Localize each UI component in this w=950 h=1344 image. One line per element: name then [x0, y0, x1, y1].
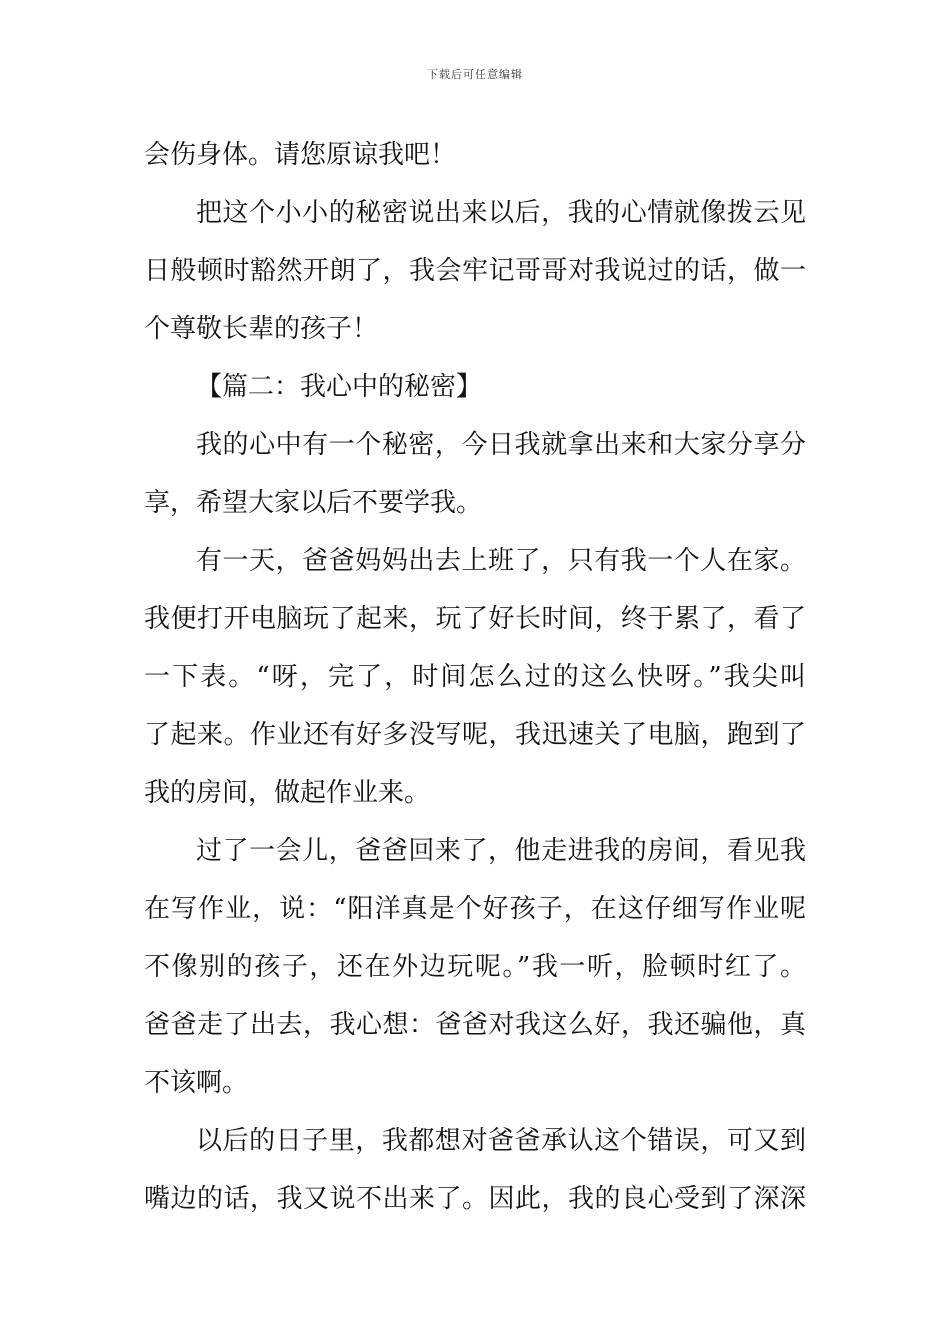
text-line: 过了一会儿，爸爸回来了，他走进我的房间，看见我	[196, 836, 806, 866]
text-line: 了起来。作业还有好多没写呢，我迅速关了电脑，跑到了	[144, 720, 806, 750]
text-line: 一下表。“呀，完了，时间怎么过的这么快呀。”我尖叫	[144, 662, 806, 692]
text-line: 日般顿时豁然开朗了，我会牢记哥哥对我说过的话，做一	[144, 256, 806, 286]
text-line: 不该啊。	[144, 1068, 249, 1098]
text-line: 享，希望大家以后不要学我。	[144, 488, 483, 518]
text-line: 个尊敬长辈的孩子！	[144, 314, 379, 344]
text-line: 以后的日子里，我都想对爸爸承认这个错误，可又到	[196, 1126, 806, 1156]
text-line: 在写作业，说：“阳洋真是个好孩子，在这仔细写作业呢	[144, 894, 806, 924]
text-line: 我便打开电脑玩了起来，玩了好长时间，终于累了，看了	[144, 604, 806, 634]
text-line: 有一天，爸爸妈妈出去上班了，只有我一个人在家。	[196, 546, 806, 576]
text-line: 我的心中有一个秘密，今日我就拿出来和大家分享分	[196, 430, 806, 460]
section-heading: 【篇二：我心中的秘密】	[196, 372, 483, 402]
document-body	[144, 126, 806, 1228]
text-line: 爸爸走了出去，我心想：爸爸对我这么好，我还骗他，真	[144, 1010, 806, 1040]
text-line: 我的房间，做起作业来。	[144, 778, 431, 808]
text-line: 会伤身体。请您原谅我吧！	[144, 140, 457, 170]
text-line: 把这个小小的秘密说出来以后，我的心情就像拨云见	[196, 198, 806, 228]
text-line: 不像别的孩子，还在外边玩呢。”我一听，脸顿时红了。	[144, 952, 806, 982]
text-line: 嘴边的话，我又说不出来了。因此，我的良心受到了深深	[144, 1184, 806, 1214]
page-header-note: 下载后可任意编辑	[427, 68, 523, 81]
